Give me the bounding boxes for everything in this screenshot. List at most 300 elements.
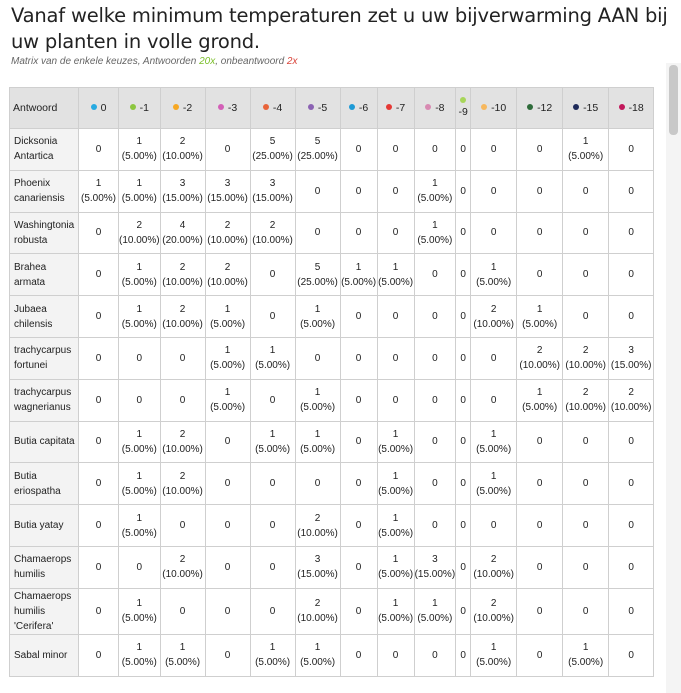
matrix-cell xyxy=(414,129,456,171)
matrix-cell xyxy=(456,129,471,171)
cell-count: 0 xyxy=(392,311,399,323)
cell-percentage: (5.00%) xyxy=(476,657,512,669)
matrix-cell xyxy=(119,588,161,634)
cell-percentage: (10.00%) xyxy=(162,569,203,581)
cell-count: 0 xyxy=(628,436,634,448)
matrix-cell xyxy=(160,463,205,505)
matrix-cell xyxy=(160,421,205,463)
cell-count: 0 xyxy=(95,478,102,490)
matrix-cell xyxy=(456,337,471,379)
matrix-cell xyxy=(471,421,517,463)
cell-count: 1 xyxy=(269,345,276,357)
cell-percentage: (5.00%) xyxy=(417,193,453,205)
cell-count: 0 xyxy=(314,478,321,490)
cell-count: 0 xyxy=(582,227,589,239)
table-row xyxy=(10,634,654,676)
matrix-cell xyxy=(456,421,471,463)
cell-count: 2 xyxy=(490,554,497,566)
matrix-cell xyxy=(79,129,119,171)
matrix-cell xyxy=(340,379,377,421)
matrix-cell xyxy=(471,212,517,254)
matrix-cell xyxy=(79,379,119,421)
matrix-cell xyxy=(609,463,654,505)
cell-count: 0 xyxy=(224,561,231,573)
header-row xyxy=(10,88,654,129)
matrix-cell xyxy=(456,546,471,588)
cell-count: 0 xyxy=(582,269,589,281)
cell-count: 0 xyxy=(628,185,634,197)
matrix-cell xyxy=(250,634,295,676)
matrix-cell xyxy=(295,588,340,634)
cell-percentage: (10.00%) xyxy=(162,151,203,163)
cell-count: 0 xyxy=(432,520,438,532)
matrix-cell xyxy=(377,170,414,212)
matrix-cell xyxy=(205,337,250,379)
cell-count: 1 xyxy=(490,470,497,482)
cell-count: 0 xyxy=(224,436,231,448)
cell-percentage: (15.00%) xyxy=(414,569,456,581)
cell-count: 0 xyxy=(460,311,466,323)
cell-count: 0 xyxy=(95,605,102,617)
cell-percentage: (10.00%) xyxy=(297,613,338,625)
cell-count: 1 xyxy=(136,642,143,654)
matrix-cell xyxy=(517,254,563,296)
legend-dot-icon xyxy=(527,104,533,110)
cell-count: 2 xyxy=(179,303,186,315)
cell-count: 0 xyxy=(95,436,102,448)
cell-count: 1 xyxy=(136,428,143,440)
cell-count: 0 xyxy=(490,227,497,239)
cell-count: 0 xyxy=(432,311,438,323)
cell-percentage: (15.00%) xyxy=(297,569,338,581)
cell-count: 0 xyxy=(355,605,362,617)
cell-count: 0 xyxy=(628,605,634,617)
matrix-cell xyxy=(377,463,414,505)
cell-count: 2 xyxy=(490,303,497,315)
cell-count: 0 xyxy=(460,478,466,490)
page-scrollbar[interactable] xyxy=(666,63,681,693)
matrix-cell xyxy=(563,129,609,171)
subtitle-mid: , onbeantwoord xyxy=(215,56,287,67)
matrix-cell xyxy=(609,212,654,254)
cell-count: 1 xyxy=(269,642,276,654)
cell-count: 0 xyxy=(224,478,231,490)
matrix-cell xyxy=(295,505,340,547)
cell-count: 0 xyxy=(432,352,438,364)
cell-percentage: (5.00%) xyxy=(476,276,512,288)
table-row xyxy=(10,463,654,505)
cell-count: 0 xyxy=(490,520,497,532)
cell-count: 0 xyxy=(460,520,466,532)
matrix-cell xyxy=(377,634,414,676)
cell-percentage: (10.00%) xyxy=(297,527,338,539)
matrix-cell xyxy=(414,212,456,254)
cell-count: 1 xyxy=(136,261,143,273)
cell-percentage: (15.00%) xyxy=(610,360,652,372)
matrix-cell xyxy=(119,254,161,296)
matrix-cell xyxy=(414,505,456,547)
scrollbar-thumb[interactable] xyxy=(669,65,678,135)
matrix-cell xyxy=(250,379,295,421)
cell-percentage: (10.00%) xyxy=(473,613,514,625)
cell-count: 0 xyxy=(95,311,102,323)
matrix-cell xyxy=(517,337,563,379)
matrix-cell xyxy=(205,421,250,463)
matrix-cell xyxy=(456,296,471,338)
cell-count: 0 xyxy=(136,394,143,406)
column-label: -12 xyxy=(537,101,553,114)
matrix-cell xyxy=(414,463,456,505)
cell-percentage: (5.00%) xyxy=(522,318,558,330)
cell-count: 0 xyxy=(95,269,102,281)
cell-count: 1 xyxy=(392,512,399,524)
column-header xyxy=(517,88,563,129)
matrix-cell xyxy=(205,588,250,634)
cell-count: 0 xyxy=(179,394,186,406)
matrix-cell xyxy=(160,634,205,676)
cell-count: 0 xyxy=(179,352,186,364)
matrix-cell xyxy=(563,170,609,212)
cell-count: 1 xyxy=(392,261,399,273)
matrix-cell xyxy=(609,170,654,212)
column-label: -5 xyxy=(317,101,328,114)
table-row xyxy=(10,379,654,421)
matrix-cell xyxy=(471,129,517,171)
matrix-cell xyxy=(340,129,377,171)
cell-count: 0 xyxy=(582,436,589,448)
matrix-cell xyxy=(250,296,295,338)
table-row xyxy=(10,337,654,379)
cell-count: 0 xyxy=(536,185,543,197)
cell-count: 3 xyxy=(269,178,276,190)
matrix-cell xyxy=(340,421,377,463)
cell-count: 0 xyxy=(490,394,497,406)
cell-count: 0 xyxy=(95,561,102,573)
cell-count: 0 xyxy=(355,185,362,197)
cell-count: 0 xyxy=(460,605,466,617)
cell-percentage: (5.00%) xyxy=(255,360,291,372)
cell-percentage: (5.00%) xyxy=(417,234,453,246)
cell-count: 1 xyxy=(432,219,438,231)
matrix-cell xyxy=(295,546,340,588)
matrix-cell xyxy=(340,337,377,379)
matrix-cell xyxy=(119,634,161,676)
cell-percentage: (10.00%) xyxy=(565,402,606,414)
cell-count: 0 xyxy=(628,649,634,661)
matrix-cell xyxy=(471,463,517,505)
legend-dot-icon xyxy=(619,104,625,110)
cell-count: 2 xyxy=(179,261,186,273)
cell-count: 0 xyxy=(269,605,276,617)
table-row xyxy=(10,588,654,634)
legend-dot-icon xyxy=(460,97,466,103)
matrix-cell xyxy=(250,505,295,547)
cell-percentage: (10.00%) xyxy=(610,402,652,414)
cell-count: 0 xyxy=(269,311,276,323)
cell-percentage: (15.00%) xyxy=(252,193,293,205)
cell-count: 0 xyxy=(95,227,102,239)
cell-percentage: (5.00%) xyxy=(80,193,116,205)
matrix-cell xyxy=(456,588,471,634)
matrix-cell xyxy=(119,379,161,421)
cell-count: 0 xyxy=(536,649,543,661)
matrix-cell xyxy=(119,212,161,254)
matrix-cell xyxy=(205,546,250,588)
matrix-cell xyxy=(563,254,609,296)
cell-count: 1 xyxy=(392,554,399,566)
matrix-cell xyxy=(563,588,609,634)
cell-count: 0 xyxy=(355,143,362,155)
matrix-cell xyxy=(79,337,119,379)
matrix-cell xyxy=(471,505,517,547)
matrix-cell xyxy=(414,421,456,463)
cell-percentage: (10.00%) xyxy=(473,318,514,330)
matrix-cell xyxy=(160,296,205,338)
matrix-cell xyxy=(517,546,563,588)
cell-percentage: (10.00%) xyxy=(162,443,203,455)
table-row xyxy=(10,170,654,212)
cell-count: 1 xyxy=(136,178,143,190)
matrix-cell xyxy=(160,379,205,421)
cell-percentage: (5.00%) xyxy=(255,657,291,669)
table-row xyxy=(10,505,654,547)
cell-count: 0 xyxy=(582,520,589,532)
cell-count: 1 xyxy=(136,470,143,482)
cell-count: 0 xyxy=(269,394,276,406)
cell-count: 0 xyxy=(95,520,102,532)
cell-count: 0 xyxy=(224,649,231,661)
column-header xyxy=(609,88,654,129)
cell-count: 0 xyxy=(460,352,466,364)
cell-count: 0 xyxy=(179,520,186,532)
legend-dot-icon xyxy=(481,104,487,110)
cell-count: 3 xyxy=(314,554,321,566)
cell-percentage: (10.00%) xyxy=(119,234,160,246)
matrix-cell xyxy=(79,546,119,588)
cell-percentage: (5.00%) xyxy=(568,657,604,669)
matrix-cell xyxy=(517,505,563,547)
matrix-cell xyxy=(205,634,250,676)
matrix-cell xyxy=(563,337,609,379)
cell-percentage: (5.00%) xyxy=(121,613,157,625)
cell-count: 0 xyxy=(432,269,438,281)
cell-count: 3 xyxy=(224,178,231,190)
cell-count: 5 xyxy=(314,261,321,273)
cell-count: 0 xyxy=(95,143,102,155)
matrix-cell xyxy=(517,463,563,505)
cell-count: 0 xyxy=(269,269,276,281)
cell-count: 0 xyxy=(314,227,321,239)
cell-count: 2 xyxy=(490,598,497,610)
matrix-cell xyxy=(340,296,377,338)
matrix-cell xyxy=(79,170,119,212)
cell-count: 2 xyxy=(314,512,321,524)
cell-percentage: (5.00%) xyxy=(210,318,246,330)
cell-percentage: (5.00%) xyxy=(121,443,157,455)
cell-count: 0 xyxy=(355,520,362,532)
column-label: -1 xyxy=(139,101,149,114)
cell-percentage: (5.00%) xyxy=(121,276,157,288)
cell-count: 0 xyxy=(582,605,589,617)
matrix-cell xyxy=(119,505,161,547)
cell-count: 0 xyxy=(224,520,231,532)
cell-percentage: (5.00%) xyxy=(121,151,157,163)
cell-percentage: (5.00%) xyxy=(300,443,336,455)
cell-percentage: (10.00%) xyxy=(565,360,606,372)
cell-count: 0 xyxy=(355,561,362,573)
plant-name: Butia eriospatha xyxy=(10,463,79,505)
table-row xyxy=(10,546,654,588)
column-header xyxy=(295,88,340,129)
column-label: -2 xyxy=(182,101,193,114)
cell-count: 0 xyxy=(224,143,231,155)
matrix-cell xyxy=(250,546,295,588)
cell-percentage: (25.00%) xyxy=(252,151,293,163)
cell-count: 0 xyxy=(628,227,634,239)
cell-percentage: (5.00%) xyxy=(165,657,201,669)
cell-count: 1 xyxy=(136,303,143,315)
matrix-cell xyxy=(517,421,563,463)
cell-count: 0 xyxy=(432,478,438,490)
matrix-cell xyxy=(471,588,517,634)
matrix-cell xyxy=(414,296,456,338)
page-title: Vanaf welke minimum temperaturen zet u uw bijverwarming AAN bij uw planten in volle grond. xyxy=(11,4,668,53)
cell-percentage: (5.00%) xyxy=(378,613,414,625)
column-label: -15 xyxy=(583,101,599,114)
matrix-cell xyxy=(205,379,250,421)
matrix-cell xyxy=(160,337,205,379)
matrix-cell xyxy=(377,337,414,379)
matrix-cell xyxy=(377,546,414,588)
cell-count: 0 xyxy=(269,520,276,532)
column-label: -9 xyxy=(458,105,468,118)
cell-percentage: (25.00%) xyxy=(297,276,338,288)
matrix-cell xyxy=(250,129,295,171)
matrix-cell xyxy=(456,212,471,254)
matrix-cell xyxy=(563,296,609,338)
matrix-cell xyxy=(471,170,517,212)
cell-count: 0 xyxy=(392,185,399,197)
cell-count: 0 xyxy=(536,520,543,532)
table-row xyxy=(10,254,654,296)
matrix-cell xyxy=(340,463,377,505)
matrix-cell xyxy=(609,337,654,379)
cell-count: 0 xyxy=(392,352,399,364)
column-label: 0 xyxy=(100,101,107,114)
cell-count: 0 xyxy=(392,394,399,406)
matrix-cell xyxy=(79,212,119,254)
cell-percentage: (5.00%) xyxy=(568,151,604,163)
column-header xyxy=(160,88,205,129)
matrix-cell xyxy=(250,421,295,463)
legend-dot-icon xyxy=(349,104,355,110)
column-header xyxy=(119,88,161,129)
cell-count: 1 xyxy=(136,512,143,524)
cell-count: 0 xyxy=(628,478,634,490)
column-label: -7 xyxy=(395,101,406,114)
cell-count: 2 xyxy=(136,219,143,231)
cell-count: 0 xyxy=(355,311,362,323)
column-label: -6 xyxy=(358,101,369,114)
cell-count: 0 xyxy=(136,561,143,573)
matrix-cell xyxy=(414,337,456,379)
cell-count: 0 xyxy=(490,143,497,155)
cell-count: 0 xyxy=(460,269,466,281)
matrix-cell xyxy=(414,254,456,296)
legend-dot-icon xyxy=(573,104,579,110)
matrix-cell xyxy=(517,170,563,212)
cell-count: 1 xyxy=(314,428,321,440)
matrix-cell xyxy=(160,129,205,171)
matrix-cell xyxy=(377,505,414,547)
cell-count: 0 xyxy=(392,143,399,155)
matrix-cell xyxy=(563,546,609,588)
cell-count: 0 xyxy=(432,649,438,661)
cell-count: 0 xyxy=(460,143,466,155)
cell-count: 0 xyxy=(95,394,102,406)
cell-count: 1 xyxy=(314,642,321,654)
plant-name: Chamaerops humilis 'Cerifera' xyxy=(10,588,79,634)
cell-count: 0 xyxy=(628,143,634,155)
cell-count: 0 xyxy=(490,352,497,364)
matrix-cell xyxy=(414,379,456,421)
cell-percentage: (10.00%) xyxy=(473,569,514,581)
matrix-cell xyxy=(471,296,517,338)
matrix-cell xyxy=(340,505,377,547)
plant-name: trachycarpus wagnerianus xyxy=(10,379,79,421)
cell-count: 0 xyxy=(582,185,589,197)
matrix-cell xyxy=(79,296,119,338)
cell-percentage: (5.00%) xyxy=(522,402,558,414)
cell-count: 1 xyxy=(136,136,143,148)
matrix-cell xyxy=(160,588,205,634)
cell-count: 0 xyxy=(314,185,321,197)
matrix-cell xyxy=(377,129,414,171)
column-label: -4 xyxy=(272,101,283,114)
matrix-cell xyxy=(295,421,340,463)
cell-count: 1 xyxy=(136,598,143,610)
table-row xyxy=(10,212,654,254)
cell-percentage: (5.00%) xyxy=(255,443,291,455)
cell-count: 2 xyxy=(582,387,589,399)
matrix-cell xyxy=(295,296,340,338)
legend-dot-icon xyxy=(91,104,97,110)
matrix-cell xyxy=(250,254,295,296)
plant-name: trachycarpus fortunei xyxy=(10,337,79,379)
plant-name: Brahea armata xyxy=(10,254,79,296)
cell-count: 1 xyxy=(490,428,497,440)
cell-count: 0 xyxy=(628,269,634,281)
cell-count: 0 xyxy=(224,605,231,617)
column-header xyxy=(471,88,517,129)
cell-percentage: (10.00%) xyxy=(162,485,203,497)
column-header xyxy=(414,88,456,129)
cell-count: 1 xyxy=(224,387,231,399)
matrix-cell xyxy=(250,337,295,379)
cell-count: 0 xyxy=(269,561,276,573)
cell-count: 2 xyxy=(179,470,186,482)
cell-percentage: (15.00%) xyxy=(162,193,203,205)
cell-percentage: (5.00%) xyxy=(476,443,512,455)
cell-count: 2 xyxy=(224,261,231,273)
matrix-cell xyxy=(414,170,456,212)
cell-count: 0 xyxy=(355,436,362,448)
cell-count: 0 xyxy=(628,311,634,323)
matrix-cell xyxy=(471,546,517,588)
cell-count: 0 xyxy=(355,649,362,661)
cell-count: 1 xyxy=(490,261,497,273)
cell-percentage: (5.00%) xyxy=(378,443,414,455)
